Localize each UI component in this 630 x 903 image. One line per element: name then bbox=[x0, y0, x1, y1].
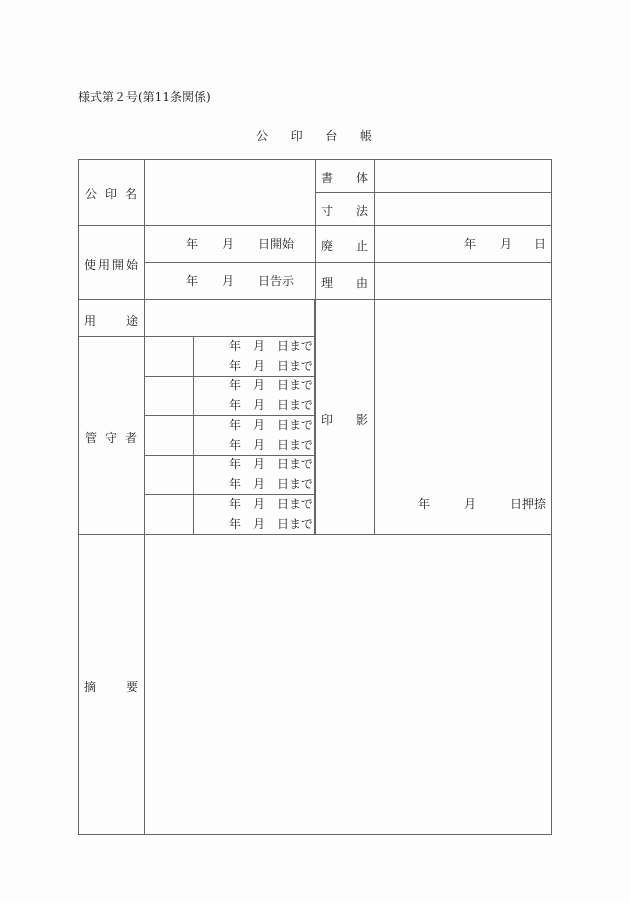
until-label: 日まで bbox=[277, 438, 314, 452]
abolition-date-field[interactable] bbox=[376, 227, 550, 261]
label-char: 用 bbox=[84, 314, 97, 328]
label-char: 途 bbox=[125, 314, 138, 328]
label-char: 影 bbox=[355, 413, 368, 427]
start-date-field[interactable] bbox=[146, 227, 313, 261]
summary-label bbox=[84, 678, 138, 695]
custodian-name-field[interactable] bbox=[146, 457, 192, 493]
label-char: 寸 bbox=[321, 204, 334, 218]
row-divider bbox=[78, 225, 552, 226]
impression-label bbox=[321, 411, 368, 428]
reason-field[interactable] bbox=[376, 264, 550, 298]
year-label: 年 bbox=[186, 237, 199, 251]
table-border-bottom bbox=[78, 834, 552, 835]
until-label: 日まで bbox=[277, 359, 314, 373]
row-divider bbox=[78, 299, 552, 300]
reason-label bbox=[321, 274, 368, 291]
month-label: 月 bbox=[500, 237, 513, 251]
start-use-label bbox=[84, 256, 138, 273]
day-notice-label: 日告示 bbox=[258, 274, 295, 288]
until-label: 日まで bbox=[277, 398, 314, 412]
label-char: 使 bbox=[84, 258, 97, 272]
custodian-period-field[interactable] bbox=[195, 378, 313, 414]
month-label: 月 bbox=[464, 497, 477, 511]
until-label: 日まで bbox=[277, 477, 314, 491]
year-label: 年 bbox=[229, 517, 242, 531]
title-char: 印 bbox=[290, 129, 303, 143]
form-number: 様式第２号(第11条関係) bbox=[78, 90, 211, 104]
year-label: 年 bbox=[229, 457, 242, 471]
row-divider bbox=[315, 192, 551, 193]
col-divider bbox=[315, 159, 316, 299]
page-title bbox=[256, 127, 372, 144]
label-char: 止 bbox=[355, 239, 368, 253]
table-border-right bbox=[551, 159, 552, 834]
purpose-field[interactable] bbox=[146, 301, 313, 335]
year-label: 年 bbox=[186, 274, 199, 288]
custodian-period-field[interactable] bbox=[195, 457, 313, 493]
day-label: 日 bbox=[534, 237, 547, 251]
year-label: 年 bbox=[464, 237, 477, 251]
typeface-label bbox=[321, 169, 368, 186]
year-label: 年 bbox=[229, 339, 242, 353]
typeface-field[interactable] bbox=[376, 161, 550, 191]
label-char: 用 bbox=[97, 258, 110, 272]
until-label: 日まで bbox=[277, 457, 314, 471]
month-label: 月 bbox=[253, 438, 266, 452]
size-field[interactable] bbox=[376, 194, 550, 224]
label-char: 法 bbox=[355, 204, 368, 218]
label-char: 名 bbox=[124, 187, 137, 201]
custodian-period-field[interactable] bbox=[195, 496, 313, 533]
size-label bbox=[321, 202, 368, 219]
col-divider bbox=[144, 159, 145, 834]
month-label: 月 bbox=[253, 418, 266, 432]
until-label: 日まで bbox=[277, 418, 314, 432]
until-label: 日まで bbox=[277, 517, 314, 531]
until-label: 日まで bbox=[277, 339, 314, 353]
month-label: 月 bbox=[222, 237, 235, 251]
label-char: 始 bbox=[125, 258, 138, 272]
year-label: 年 bbox=[229, 497, 242, 511]
row-divider bbox=[144, 494, 315, 495]
until-label: 日まで bbox=[277, 497, 314, 511]
row-divider bbox=[144, 415, 315, 416]
title-char: 台 bbox=[325, 129, 338, 143]
row-divider bbox=[78, 336, 315, 337]
year-label: 年 bbox=[418, 497, 431, 511]
seal-impression-area[interactable] bbox=[376, 301, 550, 533]
label-char: 書 bbox=[321, 171, 334, 185]
month-label: 月 bbox=[253, 477, 266, 491]
custodian-period-field[interactable] bbox=[195, 338, 313, 375]
label-char: 要 bbox=[125, 680, 138, 694]
abolition-label bbox=[321, 237, 368, 254]
title-char: 公 bbox=[256, 129, 269, 143]
seal-name-label bbox=[85, 185, 137, 202]
year-label: 年 bbox=[229, 378, 242, 392]
month-label: 月 bbox=[222, 274, 235, 288]
summary-field[interactable] bbox=[146, 536, 550, 833]
year-label: 年 bbox=[229, 418, 242, 432]
month-label: 月 bbox=[253, 339, 266, 353]
year-label: 年 bbox=[229, 477, 242, 491]
custodian-name-field[interactable] bbox=[146, 338, 192, 375]
year-label: 年 bbox=[229, 359, 242, 373]
label-char: 由 bbox=[355, 276, 368, 290]
year-label: 年 bbox=[229, 438, 242, 452]
purpose-label bbox=[84, 312, 138, 329]
label-char: 開 bbox=[111, 258, 124, 272]
until-label: 日まで bbox=[277, 378, 314, 392]
custodian-name-field[interactable] bbox=[146, 417, 192, 454]
label-char: 者 bbox=[124, 431, 137, 445]
col-divider bbox=[374, 159, 375, 534]
col-divider bbox=[314, 299, 316, 534]
row-divider bbox=[144, 262, 552, 263]
year-label: 年 bbox=[229, 398, 242, 412]
label-char: 印 bbox=[321, 413, 334, 427]
notice-date-field[interactable] bbox=[146, 264, 313, 298]
custodian-label bbox=[85, 429, 137, 446]
month-label: 月 bbox=[253, 398, 266, 412]
stamped-date-label: 日押捺 bbox=[510, 497, 547, 511]
custodian-period-field[interactable] bbox=[195, 417, 313, 454]
month-label: 月 bbox=[253, 359, 266, 373]
col-divider bbox=[193, 336, 194, 534]
label-char: 管 bbox=[85, 431, 98, 445]
table-border-left bbox=[78, 159, 79, 834]
label-char: 公 bbox=[85, 187, 98, 201]
row-divider bbox=[78, 534, 552, 535]
label-char: 摘 bbox=[84, 680, 97, 694]
custodian-name-field[interactable] bbox=[146, 378, 192, 414]
seal-name-field[interactable] bbox=[146, 161, 313, 224]
month-label: 月 bbox=[253, 517, 266, 531]
day-start-label: 日開始 bbox=[258, 237, 295, 251]
row-divider bbox=[144, 455, 315, 456]
month-label: 月 bbox=[253, 457, 266, 471]
month-label: 月 bbox=[253, 378, 266, 392]
row-divider bbox=[144, 376, 315, 377]
label-char: 理 bbox=[321, 276, 334, 290]
month-label: 月 bbox=[253, 497, 266, 511]
label-char: 廃 bbox=[321, 239, 334, 253]
label-char: 印 bbox=[104, 187, 117, 201]
title-char: 帳 bbox=[359, 129, 372, 143]
label-char: 体 bbox=[355, 171, 368, 185]
label-char: 守 bbox=[104, 431, 117, 445]
custodian-name-field[interactable] bbox=[146, 496, 192, 533]
